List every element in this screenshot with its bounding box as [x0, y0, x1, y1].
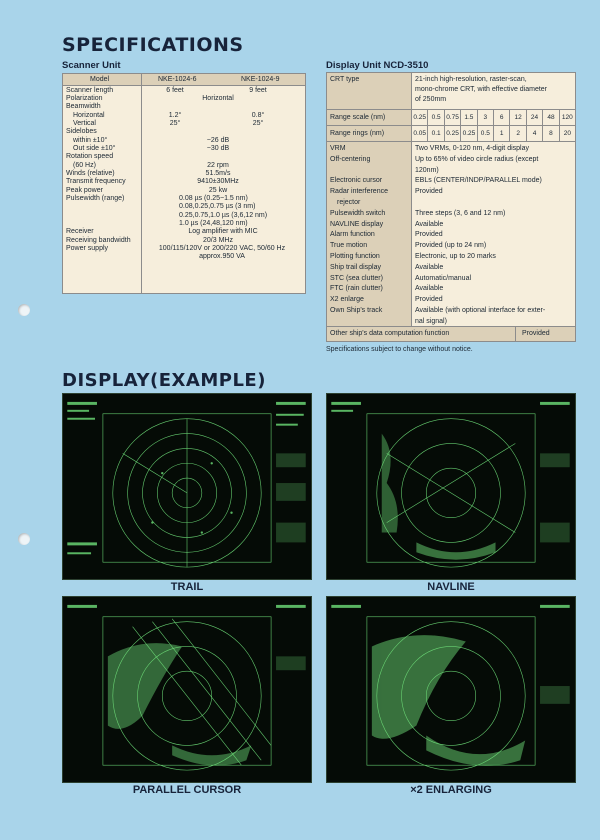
power-supply-1: 100/115/120V or 200/220 VAC, 50/60 Hz — [158, 245, 286, 252]
binder-hole-top — [18, 304, 30, 316]
scanner-label-18: Receiving bandwidth — [66, 237, 131, 244]
header-model-6: NKE-1024-6 — [158, 76, 197, 83]
crt-value-1: 21-inch high-resolution, raster-scan, — [415, 76, 527, 83]
radar-panel-enlarging — [326, 596, 576, 783]
display-value-1: Up to 65% of video circle radius (except — [415, 155, 539, 163]
pulsewidth-3: 0.25,0.75,1.0 µs (3,6,12 nm) — [179, 212, 268, 219]
display-label-10: Plotting function — [330, 253, 380, 260]
disclaimer-note: Specifications subject to change without notice. — [326, 346, 473, 353]
scanner-label-19: Power supply — [66, 245, 109, 252]
binder-hole-bottom — [18, 533, 30, 545]
display-label-14: X2 enlarge — [330, 296, 364, 304]
display-value-15: Available (with optional interface for exter- — [415, 307, 546, 314]
receiver-value: Log amplifier with MIC — [188, 228, 258, 235]
scanner-label-0: Scanner length — [66, 87, 114, 94]
display-label-5: rejector — [337, 199, 361, 206]
range-scale-row — [327, 110, 575, 126]
display-label-7: NAVLINE display — [330, 220, 384, 228]
radar-navline-image — [327, 394, 575, 579]
display-label-11: Ship trail display — [330, 263, 381, 271]
display-value-3: EBLs (CENTER/INDP/PARALLEL mode) — [415, 177, 542, 185]
range-rings-row — [327, 126, 575, 142]
range-scale-cell: 12 — [510, 110, 526, 125]
winds-value: 51.5m/s — [205, 170, 231, 177]
range-scale-cell: 0.5 — [428, 110, 444, 125]
range-scale-cell: 3 — [478, 110, 494, 125]
horizontal-6: 1.2° — [168, 112, 182, 119]
range-scale-cell: 0.25 — [412, 110, 428, 125]
scanner-label-5: Sidelobes — [66, 128, 97, 135]
range-scale-cell: 0.75 — [445, 110, 461, 125]
display-value-12: Automatic/manual — [415, 274, 472, 282]
range-rings-cell: 0.1 — [428, 126, 444, 141]
pulsewidth-2: 0.08,0.25,0.75 µs (3 nm) — [179, 203, 256, 210]
display-value-7: Available — [415, 220, 444, 228]
scanner-label-3: Horizontal — [73, 112, 105, 119]
display-value-0: Two VRMs, 0-120 nm, 4-digit display — [415, 145, 529, 152]
radar-enlarging-image — [327, 597, 575, 782]
range-scale-cell: 24 — [527, 110, 543, 125]
pulsewidth-4: 1.0 µs (24,48,120 nm) — [179, 220, 248, 227]
specifications-title: SPECIFICATIONS — [62, 34, 244, 56]
sidelobes-outside: −30 dB — [206, 145, 230, 152]
display-label-9: True motion — [330, 242, 368, 250]
scanner-label-4: Vertical — [73, 120, 96, 127]
crt-value-2: mono-chrome CRT, with effective diameter — [415, 86, 548, 93]
frequency-value: 9410±30MHz — [197, 178, 239, 185]
display-value-4: Provided — [415, 188, 443, 196]
rotation-value: 22 rpm — [207, 162, 229, 169]
radar-panel-trail — [62, 393, 312, 580]
scanner-label-13: Pulsewidth (range) — [66, 195, 125, 202]
display-value-13: Available — [415, 285, 444, 293]
features-block — [327, 142, 575, 327]
radar-parallel-image — [63, 597, 311, 782]
display-unit-title: Display Unit NCD-3510 — [326, 60, 429, 71]
display-value-14: Provided — [415, 296, 443, 304]
display-label-4: Radar interference — [330, 188, 388, 196]
display-example-title: DISPLAY(EXAMPLE) — [62, 370, 266, 391]
power-supply-2: approx.950 VA — [199, 253, 245, 260]
range-rings-cell: 8 — [543, 126, 559, 141]
scanner-label-2: Beamwidth — [66, 103, 101, 110]
range-rings-cell: 4 — [527, 126, 543, 141]
pulsewidth-1: 0.08 µs (0.25−1.5 nm) — [179, 195, 248, 202]
range-rings-cell: 0.25 — [461, 126, 477, 141]
scanner-label-11: Transmit frequency — [66, 178, 126, 185]
scanner-label-10: Winds (relative) — [66, 170, 115, 177]
caption-parallel-cursor: PARALLEL CURSOR — [132, 784, 242, 796]
display-value-9: Provided (up to 24 nm) — [415, 242, 487, 250]
scanner-spec-table — [62, 73, 306, 294]
display-value-10: Electronic, up to 20 marks — [415, 253, 496, 260]
scanner-label-8: Rotation speed — [66, 153, 114, 160]
display-value-8: Provided — [415, 231, 443, 239]
display-label-0: VRM — [330, 145, 346, 152]
label-column-divider — [141, 74, 142, 293]
radar-trail-image — [63, 394, 311, 579]
crt-row — [327, 73, 575, 110]
crt-value-3: of 250mm — [415, 96, 447, 103]
scanner-label-1: Polarization — [66, 95, 103, 102]
display-label-15: Own Ship's track — [330, 307, 383, 314]
scanner-label-17: Receiver — [66, 228, 94, 235]
display-value-16: nal signal) — [415, 317, 447, 325]
range-scale-label: Range scale (nm) — [330, 114, 386, 121]
range-rings-label: Range rings (nm) — [330, 130, 385, 137]
scanner-label-6: within ±10° — [73, 137, 108, 144]
caption-trail: TRAIL — [170, 581, 204, 593]
range-rings-cell: 0.05 — [412, 126, 428, 141]
scanner-table-header — [63, 74, 305, 86]
radar-panel-navline — [326, 393, 576, 580]
horizontal-9: 0.8° — [251, 112, 265, 119]
other-ship-value: Provided — [522, 330, 550, 337]
range-scale-cell: 1.5 — [461, 110, 477, 125]
scanner-unit-title: Scanner Unit — [62, 60, 121, 71]
radar-panel-parallel — [62, 596, 312, 783]
scanner-label-9: (60 Hz) — [73, 162, 96, 169]
power-value: 25 kw — [208, 187, 228, 194]
display-label-6: Pulsewidth switch — [330, 209, 386, 217]
header-model-9: NKE-1024-9 — [241, 76, 280, 83]
range-scale-cell: 120 — [561, 114, 573, 121]
display-value-11: Available — [415, 263, 444, 271]
other-ship-label: Other ship's data computation function — [330, 330, 450, 337]
range-scale-cell: 6 — [494, 110, 510, 125]
range-rings-cell: 0.25 — [445, 126, 461, 141]
range-rings-cell: 0.5 — [478, 126, 494, 141]
display-label-12: STC (sea clutter) — [330, 274, 383, 282]
vertical-9: 25° — [252, 120, 264, 127]
display-label-3: Electronic cursor — [330, 177, 383, 185]
sidelobes-within: −26 dB — [206, 137, 230, 144]
scanner-length-9: 9 feet — [249, 87, 267, 94]
scanner-length-6: 6 feet — [166, 87, 184, 94]
caption-navline: NAVLINE — [427, 581, 475, 593]
other-ship-row — [327, 327, 575, 341]
display-value-2: 120nm) — [415, 166, 439, 174]
scanner-label-12: Peak power — [66, 187, 103, 194]
range-rings-cell: 1 — [494, 126, 510, 141]
display-label-1: Off-centering — [330, 155, 371, 163]
scanner-label-7: Out side ±10° — [73, 145, 116, 152]
display-label-13: FTC (rain clutter) — [330, 285, 383, 293]
display-label-8: Alarm function — [330, 231, 375, 239]
range-rings-cell: 2 — [510, 126, 526, 141]
display-spec-table — [326, 72, 576, 342]
crt-label: CRT type — [330, 76, 360, 83]
caption-enlarging: ×2 ENLARGING — [410, 784, 492, 796]
display-value-6: Three steps (3, 6 and 12 nm) — [415, 209, 506, 217]
range-rings-cell: 20 — [563, 130, 571, 137]
range-scale-cell: 48 — [543, 110, 559, 125]
bandwidth-value: 20/3 MHz — [203, 237, 233, 244]
vertical-6: 25° — [169, 120, 181, 127]
header-model: Model — [90, 76, 110, 83]
polarization-value: Horizontal — [202, 95, 234, 102]
